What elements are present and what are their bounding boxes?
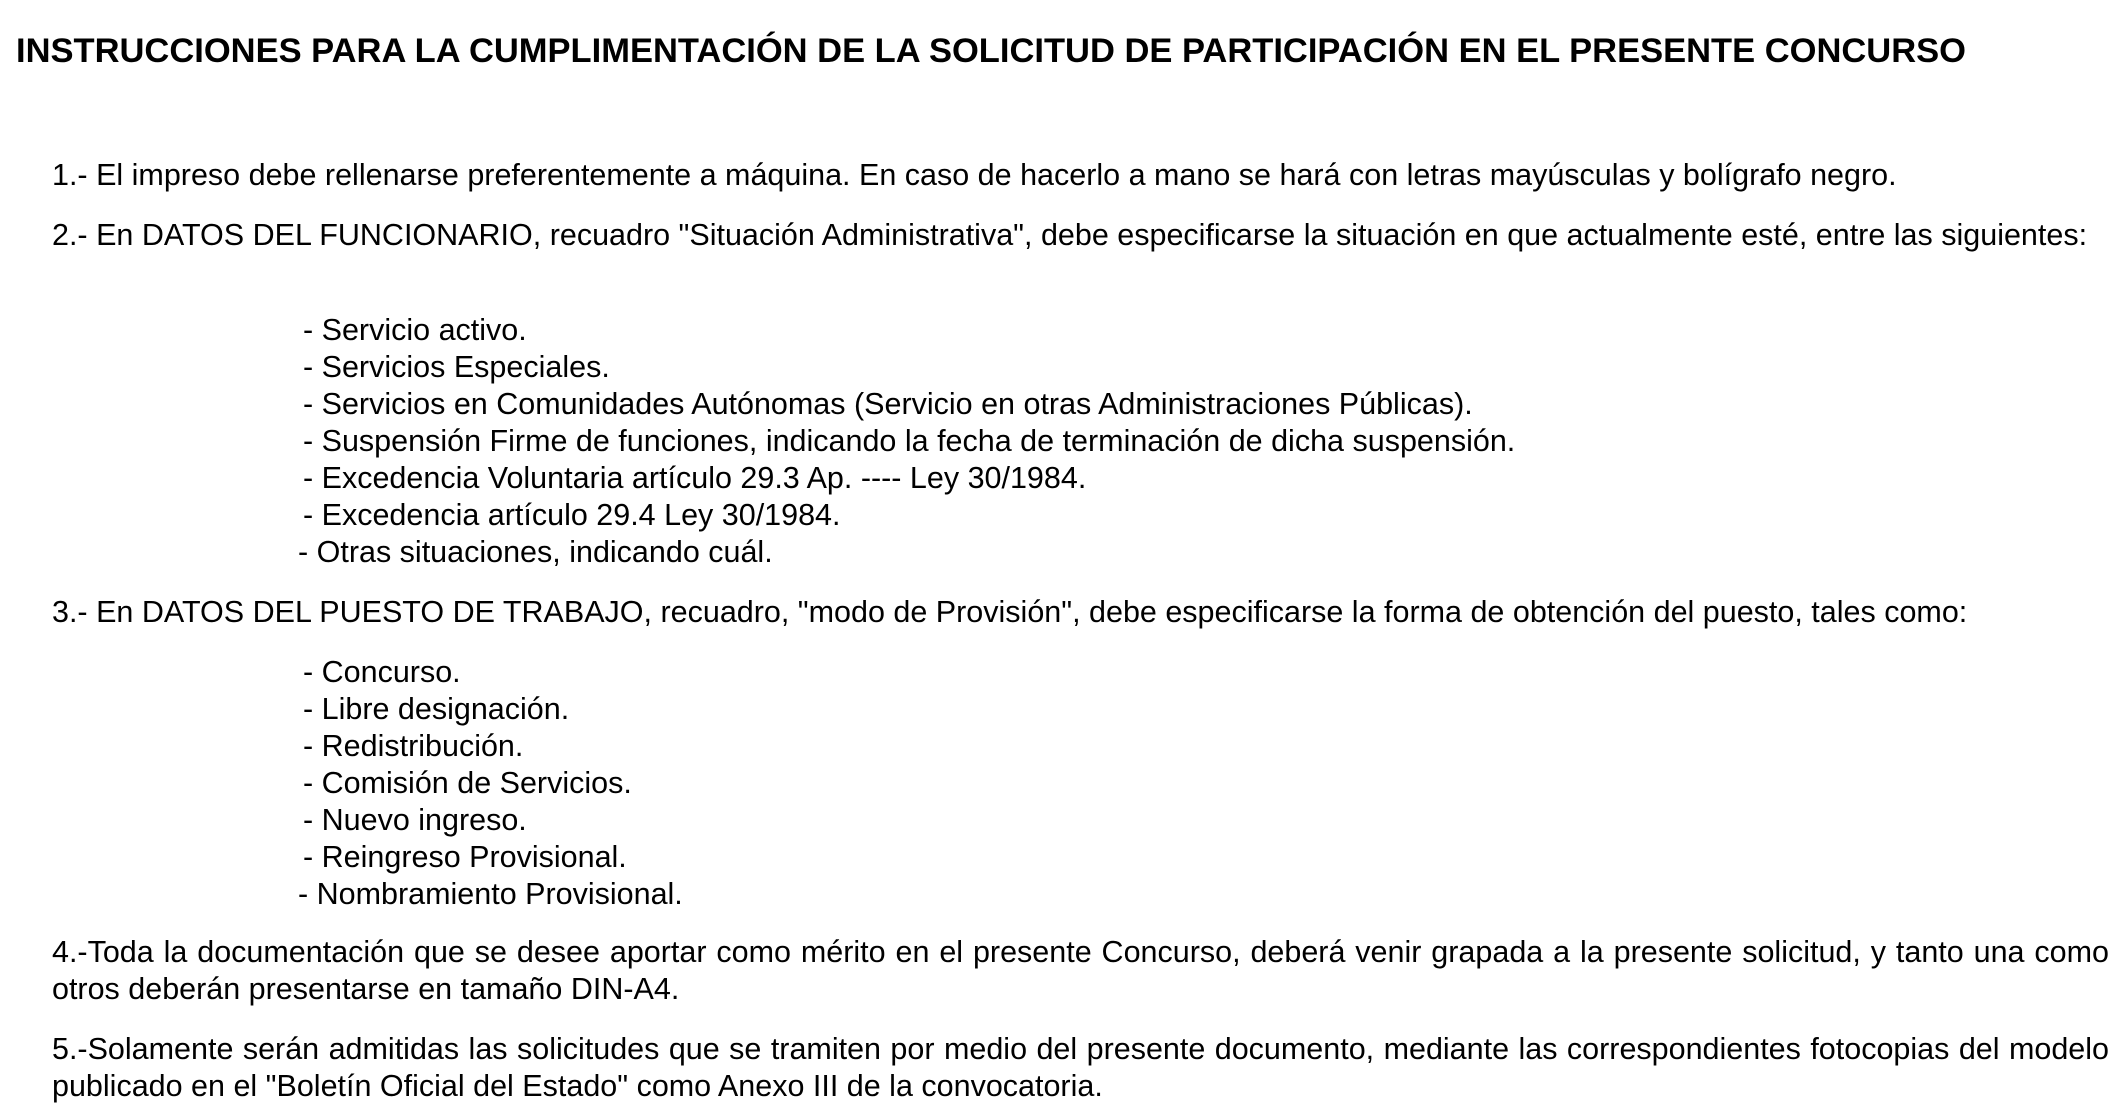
list-item: - Redistribución. xyxy=(303,729,524,763)
list-item: - Servicio activo. xyxy=(303,313,527,347)
list-item: - Excedencia Voluntaria artículo 29.3 Ap. ---- Ley 30/1984. xyxy=(303,461,1087,495)
list-item: - Otras situaciones, indicando cuál. xyxy=(298,535,773,569)
list-item: - Nuevo ingreso. xyxy=(303,803,527,837)
list-item: - Servicios Especiales. xyxy=(303,350,610,384)
list-item: - Reingreso Provisional. xyxy=(303,840,627,874)
list-item: - Excedencia artículo 29.4 Ley 30/1984. xyxy=(303,498,841,532)
instruction-5: 5.-Solamente serán admitidas las solicitudes que se tramiten por medio del presente documento, mediante las correspondientes fotocopias del modelo publicado en el "Boletín Oficial del Estado" como Anexo III de la convocatoria. xyxy=(52,1032,2109,1103)
list-item: - Comisión de Servicios. xyxy=(303,766,632,800)
situaciones-list xyxy=(298,312,1516,571)
instruction-4: 4.-Toda la documentación que se desee aportar como mérito en el presente Concurso, deberá venir grapada a la presente solicitud, y tanto una como otros deberán presentarse en tamaño DIN-A4. xyxy=(52,935,2109,1006)
instruction-2: 2.- En DATOS DEL FUNCIONARIO, recuadro "Situación Administrativa", debe especificarse la situación en que actualmente esté, entre las siguientes: xyxy=(52,218,2088,252)
provision-list xyxy=(298,654,683,913)
list-item: - Nombramiento Provisional. xyxy=(298,877,683,911)
list-item: - Suspensión Firme de funciones, indicando la fecha de terminación de dicha suspensión. xyxy=(303,424,1516,458)
list-item: - Servicios en Comunidades Autónomas (Servicio en otras Administraciones Públicas). xyxy=(303,387,1473,421)
list-item: - Libre designación. xyxy=(303,692,570,726)
instruction-3: 3.- En DATOS DEL PUESTO DE TRABAJO, recuadro, "modo de Provisión", debe especificarse la forma de obtención del puesto, tales como: xyxy=(52,595,1968,629)
instruction-1: 1.- El impreso debe rellenarse preferentemente a máquina. En caso de hacerlo a mano se hará con letras mayúsculas y bolígrafo negro. xyxy=(52,158,1897,192)
document-title: INSTRUCCIONES PARA LA CUMPLIMENTACIÓN DE LA SOLICITUD DE PARTICIPACIÓN EN EL PRESENTE CONCURSO xyxy=(16,32,1966,70)
list-item: - Concurso. xyxy=(303,655,461,689)
